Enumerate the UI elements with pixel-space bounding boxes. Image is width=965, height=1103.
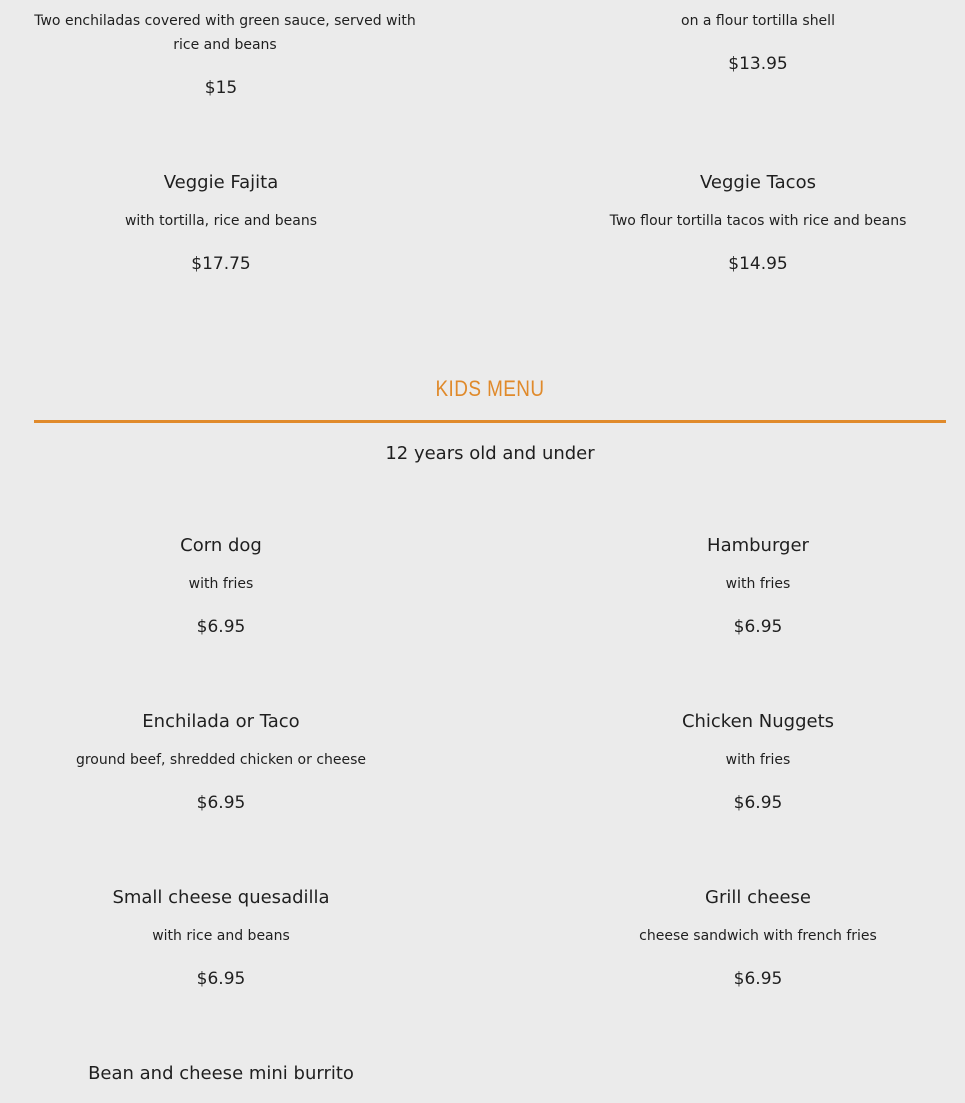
item-description: with fries [725, 576, 791, 592]
menu-item-tortilla-shell [558, 0, 958, 90]
item-name: Bean and cheese mini burrito [88, 1063, 354, 1084]
item-price: $6.95 [196, 617, 246, 637]
item-price: $17.75 [191, 254, 251, 274]
kids-item-grill-cheese [558, 887, 958, 997]
item-price: $15 [204, 78, 238, 98]
item-name: Enchilada or Taco [142, 711, 300, 732]
menu-item-veggie-fajita [22, 172, 420, 282]
item-name: Hamburger [707, 535, 809, 556]
item-description: cheese sandwich with french fries [639, 928, 877, 944]
menu-item-veggie-tacos [558, 172, 958, 282]
item-name: Veggie Fajita [163, 172, 279, 193]
menu-item-enchiladas [22, 0, 420, 110]
item-name: Small cheese quesadilla [112, 887, 330, 908]
item-price: $13.95 [728, 54, 788, 74]
kids-item-cheese-quesadilla [22, 887, 420, 997]
item-description: with tortilla, rice and beans [124, 213, 318, 229]
item-price: $6.95 [196, 969, 246, 989]
kids-item-mini-burrito [22, 1063, 420, 1093]
item-description: with fries [188, 576, 254, 592]
item-description: with fries [725, 752, 791, 768]
kids-item-hamburger [558, 535, 958, 645]
item-description: Two flour tortilla tacos with rice and beans [609, 213, 907, 229]
item-description: on a flour tortilla shell [681, 13, 835, 29]
item-name: Veggie Tacos [700, 172, 816, 193]
item-name: Grill cheese [705, 887, 811, 908]
item-price: $6.95 [733, 793, 783, 813]
section-divider [34, 420, 946, 423]
kids-menu-title: KIDS MENU [435, 376, 545, 401]
item-name: Chicken Nuggets [681, 711, 835, 732]
kids-item-enchilada-or-taco [22, 711, 420, 821]
item-price: $6.95 [733, 617, 783, 637]
item-name: Corn dog [180, 535, 262, 556]
item-price: $6.95 [196, 793, 246, 813]
item-description: with rice and beans [152, 928, 290, 944]
kids-menu-subtitle: 12 years old and under [385, 443, 595, 464]
item-description: ground beef, shredded chicken or cheese [75, 752, 367, 768]
item-price: $6.95 [733, 969, 783, 989]
item-description: Two enchiladas covered with green sauce, served with rice and beans [34, 13, 416, 53]
kids-item-chicken-nuggets [558, 711, 958, 821]
item-price: $14.95 [728, 254, 788, 274]
kids-item-corn-dog [22, 535, 420, 645]
